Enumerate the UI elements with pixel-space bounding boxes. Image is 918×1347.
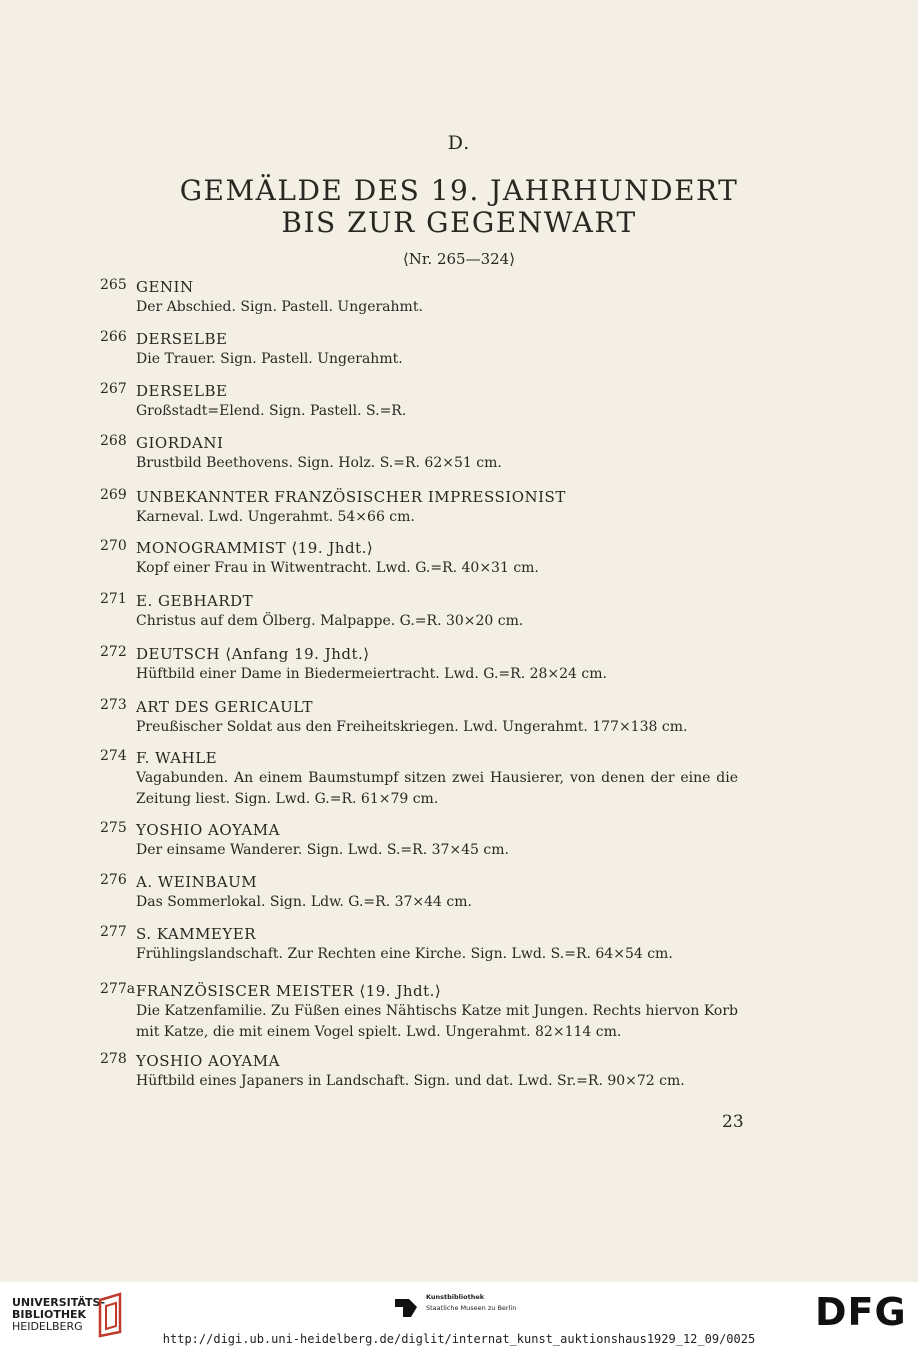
catalog-entry: [100, 872, 760, 924]
entry-description: Kopf einer Frau in Witwentracht. Lwd. G.=R. 40×31 cm.: [136, 560, 539, 576]
catalog-entry: [100, 981, 760, 1051]
number-range: ⟨Nr. 265—324⟩: [402, 250, 516, 268]
kunstbibliothek-name: Kunstbibliothek: [426, 1293, 485, 1301]
entry-artist: GIORDANI: [136, 434, 224, 452]
kunstbibliothek-icon[interactable]: [393, 1293, 419, 1319]
entry-number: 277: [100, 924, 127, 940]
entry-artist: DERSELBE: [136, 382, 228, 400]
entry-description: Hüftbild eines Japaners in Landschaft. Sign. und dat. Lwd. Sr.=R. 90×72 cm.: [136, 1073, 685, 1089]
entry-description: Frühlingslandschaft. Zur Rechten eine Kirche. Sign. Lwd. S.=R. 64×54 cm.: [136, 946, 673, 962]
page-title-line2: BIS ZUR GEGENWART: [281, 206, 637, 239]
entry-artist: A. WEINBAUM: [136, 873, 258, 891]
entry-artist: FRANZÖSISCER MEISTER ⟨19. Jhdt.⟩: [136, 982, 442, 1000]
entry-artist: ART DES GERICAULT: [136, 698, 314, 716]
catalog-entry: [100, 277, 760, 329]
entry-description: Vagabunden. An einem Baumstumpf sitzen zwei Hausierer, von denen der eine die Zeitung liest. Sign. Lwd. G.=R. 61×79 cm.: [136, 770, 738, 807]
entry-number: 270: [100, 538, 127, 554]
entry-artist: E. GEBHARDT: [136, 592, 254, 610]
entry-description: Der Abschied. Sign. Pastell. Ungerahmt.: [136, 299, 423, 315]
library-name-line3: HEIDELBERG: [12, 1320, 83, 1333]
entry-number: 267: [100, 381, 127, 397]
entry-number: 275: [100, 820, 127, 836]
catalog-entry: [100, 381, 760, 433]
entry-number: 276: [100, 872, 127, 888]
entry-artist: GENIN: [136, 278, 194, 296]
entry-description: Brustbild Beethovens. Sign. Holz. S.=R. 62×51 cm.: [136, 455, 502, 471]
entry-description: Die Katzenfamilie. Zu Füßen eines Nähtischs Katze mit Jungen. Rechts hiervon Korb mit Katze, die mit einem Vogel spielt. Lwd. Ungerahmt. 82×114 cm.: [136, 1003, 738, 1040]
dfg-logo[interactable]: DFG: [815, 1290, 907, 1334]
catalog-entry: [100, 1051, 760, 1095]
entry-number: 278: [100, 1051, 127, 1067]
catalog-entry: [100, 644, 760, 697]
catalog-entries: [100, 277, 760, 1095]
entry-number: 273: [100, 697, 127, 713]
entry-artist: MONOGRAMMIST ⟨19. Jhdt.⟩: [136, 539, 374, 557]
entry-description: Karneval. Lwd. Ungerahmt. 54×66 cm.: [136, 509, 415, 525]
entry-description: Hüftbild einer Dame in Biedermeiertracht. Lwd. G.=R. 28×24 cm.: [136, 666, 607, 682]
entry-number: 277a: [100, 981, 136, 997]
entry-number: 266: [100, 329, 127, 345]
university-library-logo-text[interactable]: [12, 1297, 105, 1333]
entry-description: Großstadt=Elend. Sign. Pastell. S.=R.: [136, 403, 407, 419]
page-number: 23: [722, 1112, 744, 1132]
entry-artist: F. WAHLE: [136, 749, 218, 767]
entry-description: Christus auf dem Ölberg. Malpappe. G.=R. 30×20 cm.: [136, 613, 524, 629]
entry-number: 274: [100, 748, 127, 764]
kunstbibliothek-text[interactable]: [426, 1292, 516, 1314]
kunstbibliothek-subtitle: Staatliche Museen zu Berlin: [426, 1304, 517, 1312]
library-name-line1: UNIVERSITÄTS-: [12, 1296, 106, 1309]
catalog-entry: [100, 433, 760, 487]
entry-number: 271: [100, 591, 127, 607]
entry-number: 272: [100, 644, 127, 660]
entry-description: Die Trauer. Sign. Pastell. Ungerahmt.: [136, 351, 403, 367]
entry-number: 265: [100, 277, 127, 293]
catalog-entry: [100, 329, 760, 381]
entry-description: Der einsame Wanderer. Sign. Lwd. S.=R. 37×45 cm.: [136, 842, 509, 858]
entry-number: 268: [100, 433, 127, 449]
entry-description: Preußischer Soldat aus den Freiheitskriegen. Lwd. Ungerahmt. 177×138 cm.: [136, 719, 688, 735]
catalog-entry: [100, 487, 760, 538]
catalog-entry: [100, 924, 760, 981]
catalog-entry: [100, 538, 760, 591]
entry-artist: DEUTSCH ⟨Anfang 19. Jhdt.⟩: [136, 645, 370, 663]
catalog-entry: [100, 820, 760, 872]
entry-artist: YOSHIO AOYAMA: [136, 1052, 280, 1070]
entry-artist: S. KAMMEYER: [136, 925, 257, 943]
entry-artist: UNBEKANNTER FRANZÖSISCHER IMPRESSIONIST: [136, 488, 566, 506]
entry-artist: DERSELBE: [136, 330, 228, 348]
entry-number: 269: [100, 487, 127, 503]
library-name-line2: BIBLIOTHEK: [12, 1308, 87, 1321]
catalog-entry: [100, 697, 760, 748]
page-title-line1: GEMÄLDE DES 19. JAHRHUNDERT: [179, 174, 739, 207]
permalink-url[interactable]: http://digi.ub.uni-heidelberg.de/diglit/internat_kunst_auktionshaus1929_12_09/0025: [162, 1332, 756, 1346]
catalog-entry: [100, 748, 760, 820]
catalog-entry: [100, 591, 760, 644]
entry-description: Das Sommerlokal. Sign. Ldw. G.=R. 37×44 cm.: [136, 894, 472, 910]
section-letter: D.: [447, 132, 471, 154]
entry-artist: YOSHIO AOYAMA: [136, 821, 280, 839]
